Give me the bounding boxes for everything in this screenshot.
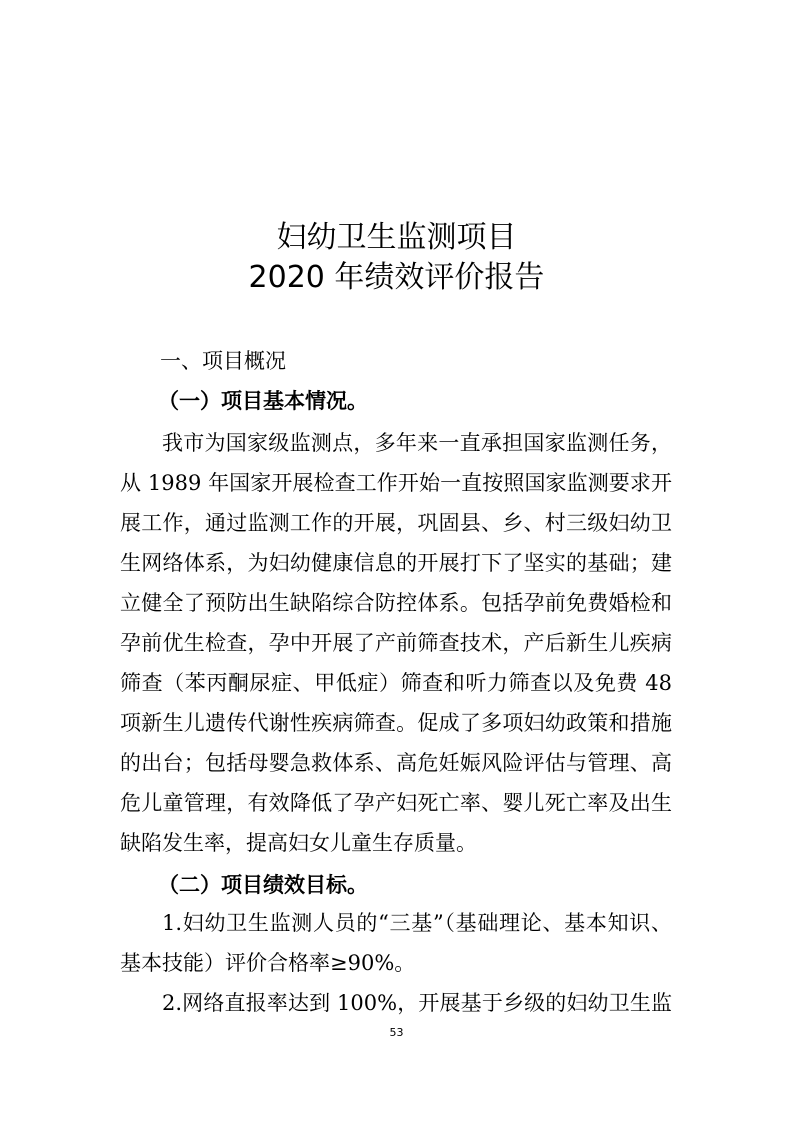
subsection-heading-performance-goals: （二）项目绩效目标。 (158, 872, 368, 897)
paragraph-line: 的出台；包括母婴急救体系、高危妊娠风险评估与管理、高 (120, 751, 672, 775)
paragraph-line: 展工作，通过监测工作的开展，巩固县、乡、村三级妇幼卫 (120, 511, 672, 535)
paragraph-line: 缺陷发生率，提高妇女儿童生存质量。 (120, 831, 477, 855)
page-number: 53 (389, 1026, 404, 1039)
paragraph-line: 筛查（苯丙酮尿症、甲低症）筛查和听力筛查以及免费 48 (120, 671, 672, 695)
subsection-heading-basic-info: （一）项目基本情况。 (158, 388, 368, 413)
paragraph-line: 我市为国家级监测点，多年来一直承担国家监测任务， (162, 431, 672, 455)
report-title-line-1: 妇幼卫生监测项目 (276, 220, 517, 255)
paragraph-line: 立健全了预防出生缺陷综合防控体系。包括孕前免费婚检和 (120, 591, 672, 615)
section-heading-overview: 一、项目概况 (160, 349, 286, 373)
paragraph-line: 从 1989 年国家开展检查工作开始一直按照国家监测要求开 (120, 471, 672, 495)
paragraph-line: 孕前优生检查，孕中开展了产前筛查技术，产后新生儿疾病 (120, 631, 672, 655)
goal-line: 基本技能）评价合格率≥90%。 (120, 951, 416, 975)
report-title-line-2: 2020 年绩效评价报告 (248, 260, 545, 295)
paragraph-line: 危儿童管理，有效降低了孕产妇死亡率、婴儿死亡率及出生 (120, 791, 672, 815)
paragraph-line: 生网络体系，为妇幼健康信息的开展打下了坚实的基础；建 (120, 551, 672, 575)
paragraph-line: 项新生儿遗传代谢性疾病筛查。促成了多项妇幼政策和措施 (120, 711, 672, 735)
goal-line: 2.网络直报率达到 100%，开展基于乡级的妇幼卫生监 (162, 991, 672, 1015)
goal-line: 1.妇幼卫生监测人员的“三基”（基础理论、基本知识、 (162, 911, 672, 935)
